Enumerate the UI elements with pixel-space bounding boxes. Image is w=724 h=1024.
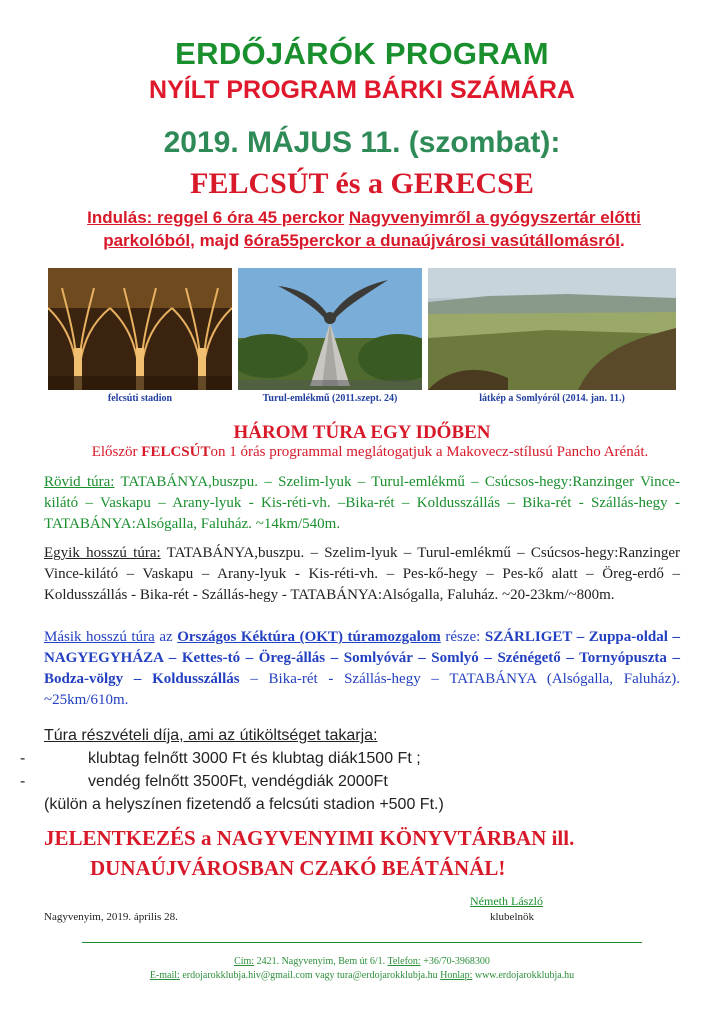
registration-line-1: JELENTKEZÉS a NAGYVENYIMI KÖNYVTÁRBAN ill. <box>44 826 575 850</box>
event-destination: FELCSÚT és a GERECSE <box>190 167 534 200</box>
stadium-photo <box>48 268 232 390</box>
footer-emails[interactable]: erdojarokklubja.hiv@gmail.com vagy tura@erdojarokklubja.hu <box>179 970 441 981</box>
fee-dash-2: - <box>20 773 26 790</box>
okt-name: Országos Kéktúra (OKT) túramozgalom <box>177 629 441 645</box>
page-subtitle: NYÍLT PROGRAM BÁRKI SZÁMÁRA <box>149 76 575 104</box>
fee-guest: vendég felnőtt 3500Ft, vendégdiák 2000Ft <box>88 773 388 790</box>
fee-title: Túra részvételi díja, ami az útiköltséget takarja: <box>44 727 378 744</box>
intro-text: Először FELCSÚTon 1 órás programmal meglátogatjuk a Makovecz-stílusú Pancho Arénát. <box>91 444 649 460</box>
section-title: HÁROM TÚRA EGY IDŐBEN <box>233 422 491 443</box>
landscape-photo <box>428 268 676 390</box>
signature-name: Németh László <box>470 894 543 908</box>
footer-address: Cím: 2421. Nagyvenyim, Bem út 6/1. Telefon: +36/70-3968300 <box>234 956 490 967</box>
short-tour <box>44 472 680 535</box>
long-tour-2-route: SZÁRLIGET – Zuppa-oldal – NAGYEGYHÁZA – Kettes-tó – Öreg-állás – Somlyóvár – Somlyó – Szénégető – Tornyópuszta – Bodza-völgy – Koldusszállás <box>44 629 680 687</box>
long-tour-2: Másik hosszú túra az Országos Kéktúra (OKT) túramozgalom része: SZÁRLIGET – Zuppa-oldal – NAGYEGYHÁZA – Kettes-tó – Öreg-állás – Somlyóvár – Somlyó – Szénégető – Tornyópuszta – Bodza-völgy – Koldusszállás – Bika-rét - Szállás-hegy – TATABÁNYA (Alsógalla, Faluház). ~25km/610m. <box>44 629 680 708</box>
turul-caption: Turul-emlékmű (2011.szept. 24) <box>262 393 398 404</box>
page-title: ERDŐJÁRÓK PROGRAM <box>175 36 549 71</box>
fee-member: klubtag felnőtt 3000 Ft és klubtag diák1500 Ft ; <box>88 750 421 767</box>
event-date: 2019. MÁJUS 11. (szombat): <box>163 126 561 159</box>
long-tour-2-label: Másik hosszú túra <box>44 629 155 645</box>
short-tour-label: Rövid túra: <box>44 474 115 490</box>
registration-line-2: DUNAÚJVÁROSBAN CZAKÓ BEÁTÁNÁL! <box>90 856 506 880</box>
departure-time-1: 6 óra 45 perckor <box>212 208 345 227</box>
departure-label: Indulás: reggel <box>87 208 213 227</box>
landscape-caption: látkép a Somlyóról (2014. jan. 11.) <box>479 393 625 404</box>
long-tour-1-route: TATABÁNYA,buszpu. – Szelim-lyuk – Turul-emlékmű – Csúcsos-hegy:Ranzinger Vince-kilátó – Vaskapu – Arany-lyuk - Kis-réti-vh. – Pes-kő-hegy – Pes-kő alatt – Öreg-erdő – Koldusszállás - Bika-rét - Szállás-hegy - TATABÁNYA:Alsógalla, Faluház. ~20-23km/~800m. <box>44 545 681 603</box>
footer-website-link[interactable]: www.erdojarokklubja.hu <box>472 970 575 981</box>
turul-photo <box>238 268 422 390</box>
intro-highlight: FELCSÚT <box>141 444 211 460</box>
departure-place-2: 6óra55perckor a dunaújvárosi vasútállomásról <box>243 231 621 250</box>
long-tour-1 <box>44 543 680 606</box>
departure-place-1: Nagyvenyimről a gyógyszertár előtti parkolóból <box>103 208 641 250</box>
departure-info: Indulás: reggel 6 óra 45 perckor Nagyvenyimről a gyógyszertár előtti parkolóból, majd 6óra55perckor a dunaújvárosi vasútállomásról. <box>87 208 641 250</box>
long-tour-1-label: Egyik hosszú túra: <box>44 545 161 561</box>
footer-contact: E-mail: erdojarokklubja.hiv@gmail.com vagy tura@erdojarokklubja.hu Honlap: www.erdojarokklubja.hu <box>149 970 575 981</box>
fee-note: (külön a helyszínen fizetendő a felcsúti stadion +500 Ft.) <box>44 796 444 813</box>
short-tour-route: TATABÁNYA,buszpu. – Szelim-lyuk – Turul-emlékmű – Csúcsos-hegy:Ranzinger Vince-kilátó – Vaskapu – Arany-lyuk - Kis-réti-vh. –Bika-rét – Koldusszállás – Bika-rét - Szállás-hegy - TATABÁNYA:Alsógalla, Faluház. ~14km/540m. <box>44 474 680 532</box>
stadium-caption: felcsúti stadion <box>107 393 173 404</box>
place-date: Nagyvenyim, 2019. április 28. <box>44 911 178 923</box>
fee-dash-1: - <box>20 750 26 767</box>
signature-role: klubelnök <box>490 911 534 923</box>
footer-divider <box>82 942 642 943</box>
